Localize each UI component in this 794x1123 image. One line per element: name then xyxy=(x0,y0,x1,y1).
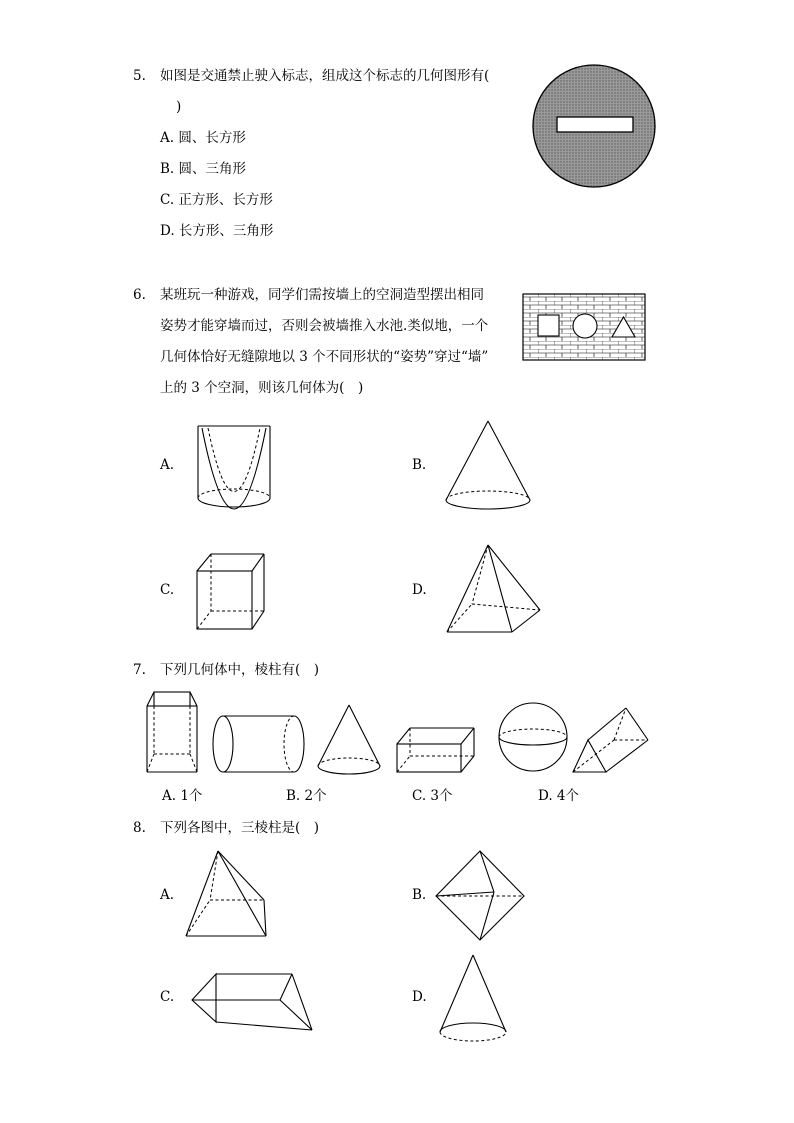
q6-stem-line2: 姿势才能穿墙而过，否则会被墙推入水池.类似地，一个 xyxy=(160,318,489,334)
q6-stem-line3: 几何体恰好无缝隙地以 3 个不同形状的“姿势”穿过“墙” xyxy=(160,349,489,365)
q6-cone-figure xyxy=(442,418,534,514)
q5-stem-line1: 如图是交通禁止驶入标志，组成这个标志的几何图形有( xyxy=(160,68,490,84)
q7-stem: 下列几何体中，棱柱有( ) xyxy=(160,662,320,678)
q6-option-b[interactable]: B. xyxy=(412,457,427,473)
q7-option-b[interactable]: B. 2个 xyxy=(286,788,327,804)
q7-number: 7. xyxy=(133,662,146,678)
q6-pyramid-figure xyxy=(444,542,544,636)
q6-number: 6. xyxy=(133,287,146,303)
q7-cone-figure xyxy=(314,702,384,778)
q8-triangular-prism-figure xyxy=(188,968,316,1034)
q8-cone-figure xyxy=(436,952,510,1046)
q8-triangular-pyramid-figure xyxy=(182,848,272,940)
q8-option-d[interactable]: D. xyxy=(412,989,427,1005)
q5-option-b[interactable]: B. 圆、三角形 xyxy=(160,161,247,177)
q7-option-c[interactable]: C. 3个 xyxy=(412,788,453,804)
q6-option-a[interactable]: A. xyxy=(160,457,175,473)
q7-triangular-prism-figure xyxy=(570,704,652,776)
q6-stem-line1: 某班玩一种游戏，同学们需按墙上的空洞造型摆出相同 xyxy=(160,287,484,303)
q7-sphere-figure xyxy=(496,700,570,774)
q7-option-d[interactable]: D. 4个 xyxy=(538,788,580,804)
q6-option-d[interactable]: D. xyxy=(412,582,427,598)
q8-option-c[interactable]: C. xyxy=(160,989,175,1005)
q6-stem-line4: 上的 3 个空洞，则该几何体为( ) xyxy=(160,380,364,396)
q5-stem-line2: ) xyxy=(176,99,182,115)
q8-bipyramid-figure xyxy=(432,848,528,944)
q6-cube-figure xyxy=(194,551,268,633)
q7-option-a[interactable]: A. 1个 xyxy=(162,788,203,804)
q5-number: 5. xyxy=(133,68,146,84)
q8-number: 8. xyxy=(133,820,146,836)
no-entry-sign-figure xyxy=(530,62,658,190)
q5-option-a[interactable]: A. 圆、长方形 xyxy=(160,130,246,146)
q7-cylinder-figure xyxy=(210,712,308,776)
q6-option-c[interactable]: C. xyxy=(160,582,175,598)
q5-option-d[interactable]: D. 长方形、三角形 xyxy=(160,223,274,239)
brick-wall-holes-figure xyxy=(522,293,646,361)
q7-cuboid-figure xyxy=(394,724,478,776)
q6-cylinder-with-cone-figure xyxy=(190,420,280,512)
q5-option-c[interactable]: C. 正方形、长方形 xyxy=(160,192,273,208)
q8-option-a[interactable]: A. xyxy=(160,887,175,903)
q8-option-b[interactable]: B. xyxy=(412,887,427,903)
q8-stem: 下列各图中，三棱柱是( ) xyxy=(160,820,320,836)
q7-frustum-prism-figure xyxy=(144,688,204,776)
